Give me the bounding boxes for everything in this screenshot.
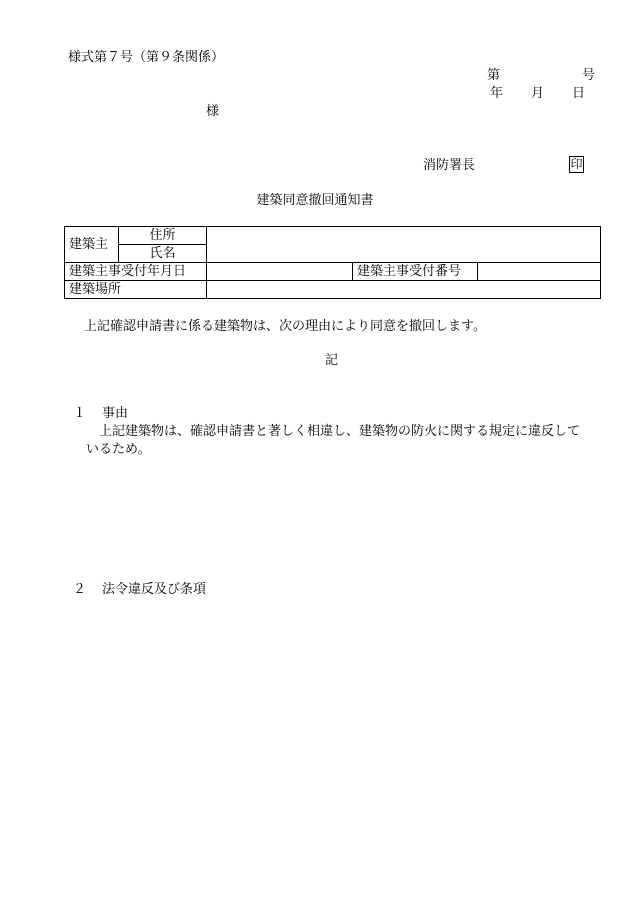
received-number-label: 建築主事受付番号 — [357, 263, 462, 279]
site-label-cell — [65, 281, 207, 299]
ki-heading: 記 — [324, 353, 338, 368]
addressee-honorific: 様 — [206, 104, 220, 119]
site-label: 建築場所 — [69, 281, 122, 297]
document-number-prefix: 第 — [487, 68, 501, 83]
received-number-value — [478, 263, 601, 281]
item-1-text-line-1: 上記建築物は、確認申請書と著しく相違し、建築物の防火に関する規定に違反して — [99, 424, 581, 439]
document-number-suffix: 号 — [582, 68, 596, 83]
owner-address-name-value — [207, 227, 601, 263]
owner-label-cell — [65, 227, 119, 263]
site-row — [65, 281, 601, 299]
name-label: 氏名 — [149, 245, 176, 261]
site-value — [207, 281, 601, 299]
seal-mark: 印 — [570, 157, 583, 171]
received-date-label: 建築主事受付年月日 — [69, 263, 187, 279]
address-label: 住所 — [149, 227, 176, 243]
date-year-label: 年 — [490, 86, 504, 101]
owner-address-row — [65, 227, 601, 245]
item-1-text-line-2: いるため。 — [86, 442, 151, 457]
item-1-number: １ — [73, 406, 87, 421]
received-number-label-cell — [353, 263, 478, 281]
document-title: 建築同意撤回通知書 — [256, 193, 374, 208]
name-label-cell — [119, 245, 207, 263]
received-row — [65, 263, 601, 281]
address-label-cell — [119, 227, 207, 245]
item-1-label: 事由 — [102, 406, 129, 421]
owner-label: 建築主 — [69, 236, 109, 252]
item-2-label: 法令違反及び条項 — [102, 582, 207, 597]
form-number: 様式第７号（第９条関係） — [68, 50, 225, 65]
body-text: 上記確認申請書に係る建築物は、次の理由により同意を撤回します。 — [84, 319, 486, 334]
date-day-label: 日 — [572, 86, 586, 101]
received-date-value — [207, 263, 353, 281]
item-2-heading — [73, 582, 206, 598]
date-month-label: 月 — [531, 86, 545, 101]
received-date-label-cell — [65, 263, 207, 281]
item-1-heading — [73, 406, 128, 422]
issuer-title: 消防署長 — [423, 158, 476, 173]
item-2-number: ２ — [73, 582, 87, 597]
application-info-table — [64, 226, 601, 299]
